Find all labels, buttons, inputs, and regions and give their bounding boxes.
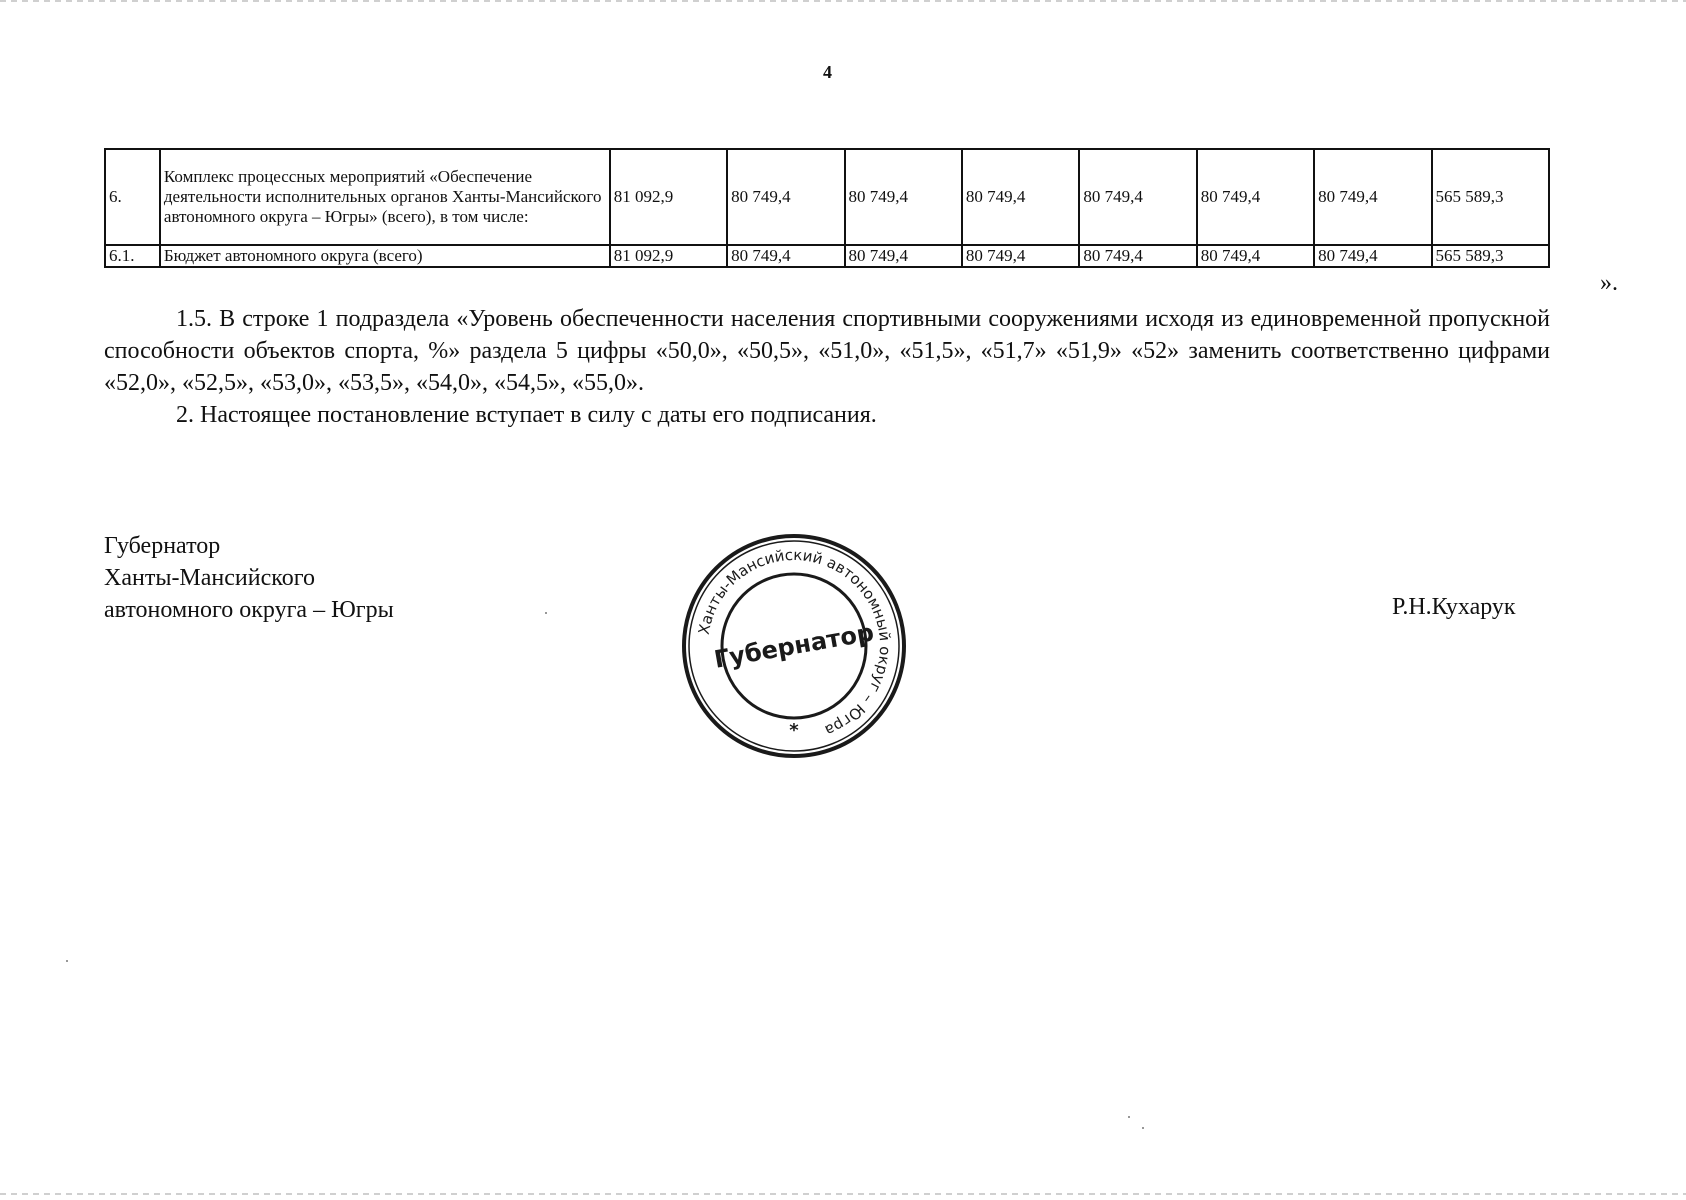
value-cell: 80 749,4 <box>1314 149 1431 245</box>
table-row <box>105 245 1549 267</box>
value-cell: 80 749,4 <box>845 245 962 267</box>
scan-speck <box>1142 1127 1144 1129</box>
signatory-title-line: Ханты-Мансийского <box>104 565 315 591</box>
value-cell: 81 092,9 <box>610 245 727 267</box>
scan-artifact-bottom <box>0 1193 1686 1195</box>
row-number: 6. <box>105 149 160 245</box>
closing-quote: ». <box>1600 270 1618 296</box>
paragraph-effective-date: 2. Настоящее постановление вступает в силу с даты его подписания. <box>176 402 877 428</box>
value-cell: 80 749,4 <box>1197 149 1314 245</box>
page-number: 4 <box>823 62 832 82</box>
value-cell: 81 092,9 <box>610 149 727 245</box>
scan-speck <box>545 612 547 614</box>
seal-star: * <box>789 720 799 741</box>
value-cell: 80 749,4 <box>727 245 844 267</box>
value-cell: 80 749,4 <box>1079 245 1196 267</box>
signatory-title-line: Губернатор <box>104 533 221 559</box>
budget-table <box>104 148 1550 268</box>
seal-center-text: Губернатор <box>712 618 876 674</box>
scan-speck <box>66 960 68 962</box>
total-cell: 565 589,3 <box>1432 149 1549 245</box>
scan-speck <box>1128 1116 1130 1118</box>
row-number: 6.1. <box>105 245 160 267</box>
paragraph-amendment: 1.5. В строке 1 подраздела «Уровень обеспеченности населения спортивными сооружениями исходя из единовременной пропускной способности объектов спорта, %» раздела 5 цифры «50,0», «50,5», «51,0», «51,5», «51,7» «51,9» «52» заменить соответственно цифрами «52,0», «52,5», «53,0», «53,5», «54,0», «54,5», «55,0». <box>104 306 1550 396</box>
row-name: Бюджет автономного округа (всего) <box>160 245 610 267</box>
body-text <box>104 303 1550 431</box>
value-cell: 80 749,4 <box>1079 149 1196 245</box>
value-cell: 80 749,4 <box>1197 245 1314 267</box>
value-cell: 80 749,4 <box>1314 245 1431 267</box>
seal-ring-text: Ханты-Мансийский автономный округ – Югра <box>694 545 895 740</box>
value-cell: 80 749,4 <box>727 149 844 245</box>
row-name: Комплекс процессных мероприятий «Обеспечение деятельности исполнительных органов Ханты-Мансийского автономного округа – Югры» (всего), в том числе: <box>160 149 610 245</box>
value-cell: 80 749,4 <box>962 149 1079 245</box>
official-seal <box>680 532 908 760</box>
value-cell: 80 749,4 <box>962 245 1079 267</box>
value-cell: 80 749,4 <box>845 149 962 245</box>
signatory-title <box>104 530 394 626</box>
signatory-title-line: автономного округа – Югры <box>104 597 394 623</box>
total-cell: 565 589,3 <box>1432 245 1549 267</box>
scan-artifact-top <box>0 0 1686 2</box>
signer-name: Р.Н.Кухарук <box>1392 594 1516 620</box>
table-row <box>105 149 1549 245</box>
